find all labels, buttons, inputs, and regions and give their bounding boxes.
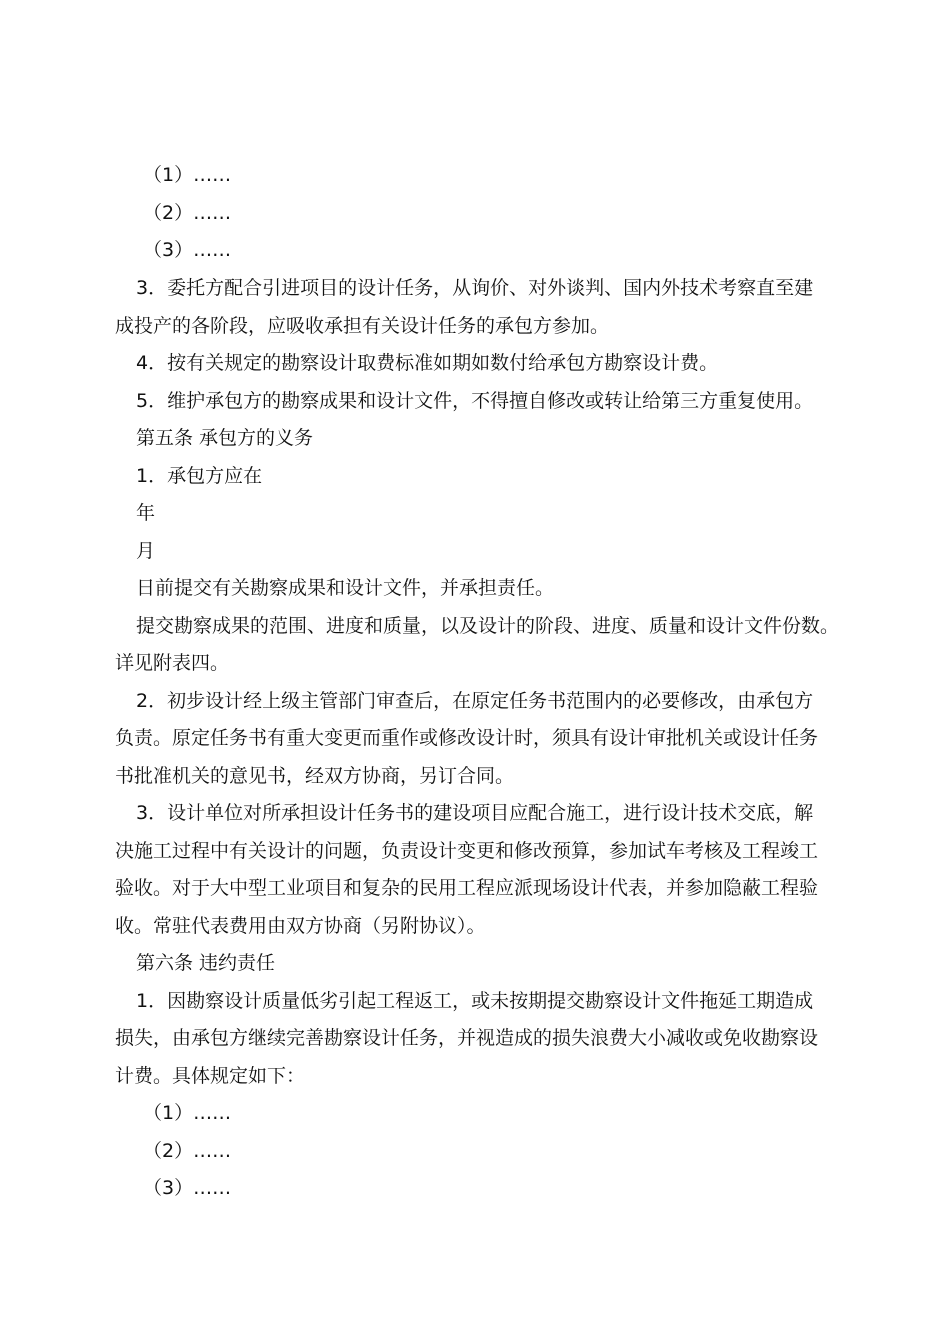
paragraph-line: 5．维护承包方的勘察成果和设计文件，不得擅自修改或转让给第三方重复使用。 xyxy=(136,390,814,412)
paragraph-line: 计费。具体规定如下： xyxy=(115,1065,306,1087)
list-item: （3）…… xyxy=(143,1177,232,1199)
paragraph-line: 1．承包方应在 xyxy=(136,465,263,487)
paragraph-line: 1．因勘察设计质量低劣引起工程返工，或未按期提交勘察设计文件拖延工期造成 xyxy=(136,990,814,1012)
list-item: （3）…… xyxy=(143,239,232,261)
paragraph-line: 4．按有关规定的勘察设计取费标准如期如数付给承包方勘察设计费。 xyxy=(136,352,719,374)
paragraph-line: 书批准机关的意见书，经双方协商，另订合同。 xyxy=(115,765,515,787)
paragraph-line: 月 xyxy=(136,540,156,562)
list-item: （1）…… xyxy=(143,164,232,186)
paragraph-line: 日前提交有关勘察成果和设计文件，并承担责任。 xyxy=(136,577,555,599)
section-heading: 第五条 承包方的义务 xyxy=(136,427,314,449)
paragraph-line: 年 xyxy=(136,502,156,524)
list-item: （2）…… xyxy=(143,202,232,224)
paragraph-line: 3．设计单位对所承担设计任务书的建设项目应配合施工，进行设计技术交底，解 xyxy=(136,802,814,824)
section-heading: 第六条 违约责任 xyxy=(136,952,276,974)
paragraph-line: 损失，由承包方继续完善勘察设计任务，并视造成的损失浪费大小减收或免收勘察设 xyxy=(115,1027,819,1049)
paragraph-line: 决施工过程中有关设计的问题，负责设计变更和修改预算，参加试车考核及工程竣工 xyxy=(115,840,819,862)
paragraph-line: 负责。原定任务书有重大变更而重作或修改设计时，须具有设计审批机关或设计任务 xyxy=(115,727,819,749)
paragraph-line: 收。常驻代表费用由双方协商（另附协议）。 xyxy=(115,915,486,937)
list-item: （2）…… xyxy=(143,1140,232,1162)
paragraph-line: 详见附表四。 xyxy=(115,652,230,674)
paragraph-line: 成投产的各阶段，应吸收承担有关设计任务的承包方参加。 xyxy=(115,315,610,337)
paragraph-line: 3．委托方配合引进项目的设计任务，从询价、对外谈判、国内外技术考察直至建 xyxy=(136,277,814,299)
list-item: （1）…… xyxy=(143,1102,232,1124)
paragraph-line: 2．初步设计经上级主管部门审查后，在原定任务书范围内的必要修改，由承包方 xyxy=(136,690,814,712)
paragraph-line: 验收。对于大中型工业项目和复杂的民用工程应派现场设计代表，并参加隐蔽工程验 xyxy=(115,877,819,899)
paragraph-line: 提交勘察成果的范围、进度和质量，以及设计的阶段、进度、质量和设计文件份数。 xyxy=(136,615,840,637)
